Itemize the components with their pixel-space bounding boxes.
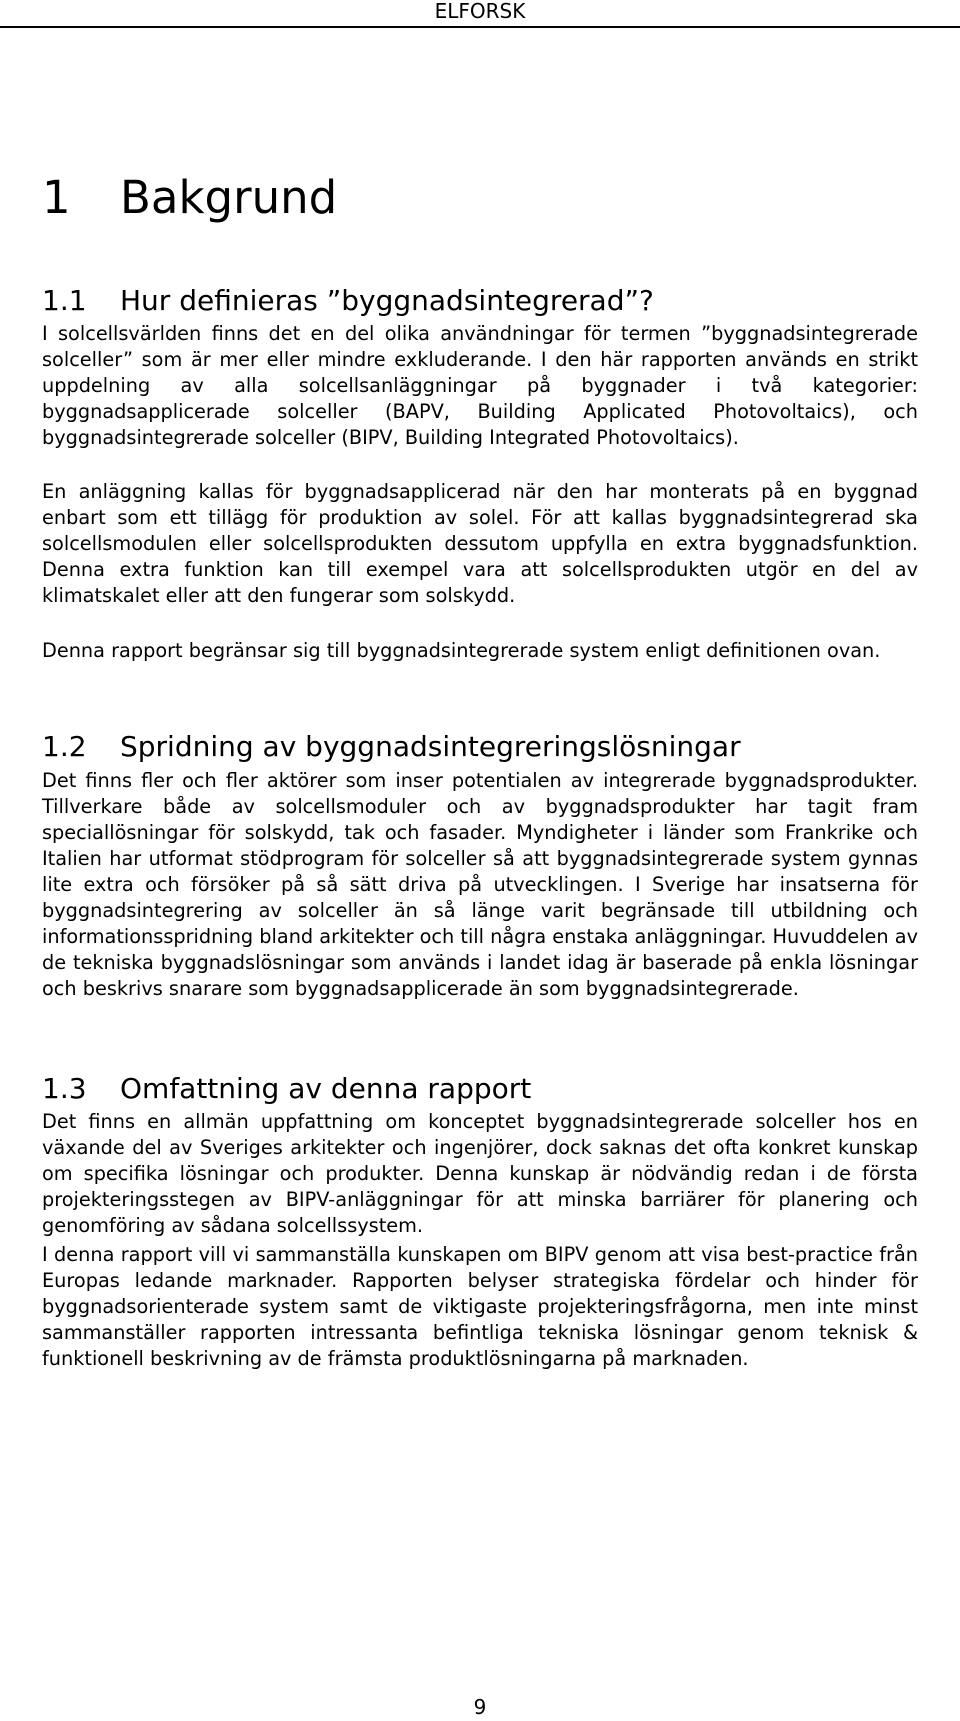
header-title: ELFORSK (434, 0, 526, 23)
running-header (0, 0, 960, 26)
chapter-heading (42, 168, 337, 228)
section-heading-1-3 (42, 1071, 531, 1107)
section-1-1-paragraph-1: I solcellsvärlden finns det en del olika användningar för termen ”byggnadsintegrerade solceller” som är mer eller mindre exkluderande. I den här rapporten används en strikt uppdelning av alla solcellsanläggningar på byggnader i två kategorier: byggnadsapplicerade solceller (BAPV, Building Applicated Photovoltaics), och byggnadsintegrerade solceller (BIPV, Building Integrated Photovoltaics). (42, 322, 918, 449)
section-1-1-paragraph-3: Denna rapport begränsar sig till byggnadsintegrerade system enligt definitionen ovan. (42, 639, 881, 662)
section-1-3-paragraph-1: Det finns en allmän uppfattning om konceptet byggnadsintegrerade solceller hos en växande del av Sveriges arkitekter och ingenjörer, dock saknas det ofta konkret kunskap om specifika lösningar och produkter. Denna kunskap är nödvändig redan i de första projekteringsstegen av BIPV-anläggningar för att minska barriärer för planering och genomföring av sådana solcellssystem. (42, 1110, 918, 1237)
page-number: 9 (473, 1695, 487, 1719)
section-1-1-paragraph-2: En anläggning kallas för byggnadsapplicerad när den har monterats på en byggnad enbart som ett tillägg för produktion av solel. För att kallas byggnadsintegrerad ska solcellsmodulen eller solcellsprodukten dessutom uppfylla en extra byggnadsfunktion. Denna extra funktion kan till exempel vara att solcellsprodukten utgör en del av klimatskalet eller att den fungerar som solskydd. (42, 480, 918, 607)
section-1-3-paragraph-2: I denna rapport vill vi sammanställa kunskapen om BIPV genom att visa best-practice från Europas ledande marknader. Rapporten belyser strategiska fördelar och hinder för byggnadsorienterade system samt de viktigaste projekteringsfrågorna, men inte minst sammanställer rapporten intressanta befintliga tekniska lösningar genom teknisk & funktionell beskrivning av de främsta produktlösningarna på marknaden. (42, 1243, 918, 1370)
section-title: Hur definieras ”byggnadsintegrerad”? (120, 284, 654, 317)
header-rule (0, 26, 960, 28)
section-heading-1-1 (42, 283, 654, 319)
section-1-2-paragraph-1: Det finns fler och fler aktörer som inser potentialen av integrerade byggnadsprodukter. Tillverkare både av solcellsmoduler och av byggnadsprodukter har tagit fram speciallösningar för solskydd, tak och fasader. Myndigheter i länder som Frankrike och Italien har utformat stödprogram för solceller så att byggnadsintegrerade system gynnas lite extra och försöker på så sätt driva på utvecklingen. I Sverige har insatserna för byggnadsintegrering av solceller än så länge varit begränsade till utbildning och informationsspridning bland arkitekter och till några enstaka anläggningar. Huvuddelen av de tekniska byggnadslösningar som används i landet idag är baserade på enkla lösningar och beskrivs snarare som byggnadsapplicerade än som byggnadsintegrerade. (42, 769, 918, 1000)
section-heading-1-2 (42, 729, 741, 765)
section-title: Spridning av byggnadsintegreringslösningar (120, 730, 741, 763)
section-number: 1.2 (42, 730, 87, 763)
chapter-number: 1 (42, 171, 71, 224)
chapter-title: Bakgrund (120, 171, 338, 224)
section-title: Omfattning av denna rapport (120, 1072, 532, 1105)
section-number: 1.1 (42, 284, 87, 317)
section-number: 1.3 (42, 1072, 87, 1105)
